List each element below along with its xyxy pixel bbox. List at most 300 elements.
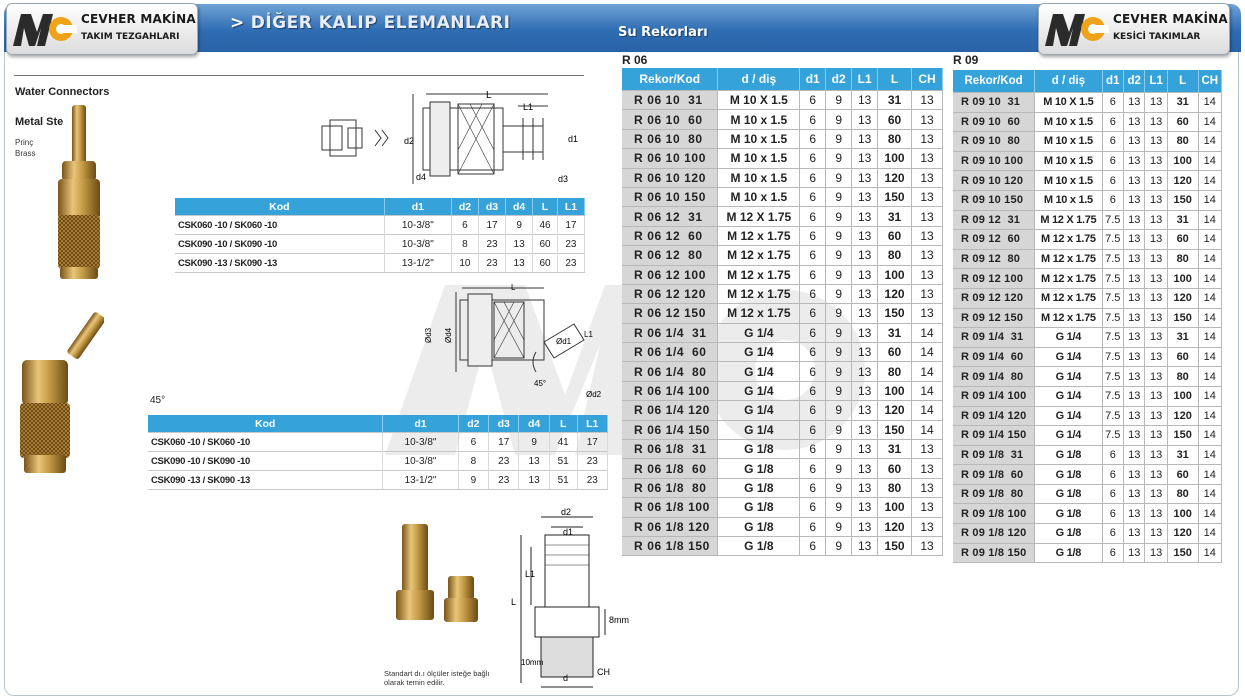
table-cell: 120	[1167, 406, 1198, 426]
section-title: > DİĞER KALIP ELEMANLARI	[230, 13, 511, 33]
table-cell: 13-1/2"	[384, 254, 451, 273]
table-cell: 9	[826, 459, 852, 478]
table-cell: 80	[1167, 484, 1198, 504]
table-cell: 6	[1102, 484, 1123, 504]
table-cell: 46	[533, 216, 558, 235]
table-cell: 9	[826, 110, 852, 129]
table-cell: CSK090 -10 / SK090 -10	[175, 235, 384, 254]
table-cell: 120	[878, 401, 912, 420]
table-cell: 6	[451, 216, 478, 235]
dim-d: d	[563, 673, 569, 683]
table-cell: R 09 1/4 150	[953, 426, 1035, 446]
r09-label: R 09	[953, 53, 979, 67]
table-row	[953, 328, 1222, 348]
table-cell: 14	[1198, 190, 1222, 210]
table-cell: 13	[1145, 210, 1167, 230]
table-cell: R 09 1/8 80	[953, 484, 1035, 504]
table-cell: 41	[549, 433, 577, 452]
dim-CH: CH	[597, 667, 610, 677]
table-cell: M 10 x 1.5	[718, 129, 800, 148]
table-header-row: Kod d1 d2 d3 d4 L L1	[148, 415, 608, 433]
table-cell: M 10 X 1.5	[1035, 93, 1102, 113]
table-cell: 6	[800, 536, 826, 555]
table-cell: 13	[912, 304, 943, 323]
table-cell: 13	[852, 187, 878, 206]
footnote: Standart dı.ı ölçüler isteğe bağlı olarak temin edilir.	[384, 669, 490, 687]
table-cell: 13	[1145, 347, 1167, 367]
table-cell: 13	[912, 91, 943, 110]
table-cell: 14	[1198, 504, 1222, 524]
table-cell: 13	[1123, 386, 1144, 406]
table-cell: 100	[878, 149, 912, 168]
table-cell: 23	[478, 235, 505, 254]
table-cell: 6	[800, 343, 826, 362]
table-cell: 14	[1198, 367, 1222, 387]
table-cell: 6	[1102, 171, 1123, 191]
table-cell: 13	[852, 246, 878, 265]
table-cell: M 12 X 1.75	[1035, 210, 1102, 230]
table-cell: R 06 12 60	[622, 226, 718, 245]
table-cell: 31	[878, 440, 912, 459]
table-cell: 13	[1145, 386, 1167, 406]
table-row	[622, 323, 943, 342]
table-cell: 14	[1198, 524, 1222, 544]
table-cell: 6	[800, 420, 826, 439]
angled-coupling-photo	[14, 305, 104, 480]
table-row	[953, 308, 1222, 328]
table-cell: 80	[878, 478, 912, 497]
table-cell: G 1/4	[1035, 347, 1102, 367]
table-cell: 14	[912, 420, 943, 439]
table-cell: 9	[826, 420, 852, 439]
table-cell: 10	[451, 254, 478, 273]
dim-L1: L1	[584, 330, 593, 339]
table-cell: 13	[1145, 426, 1167, 446]
table-cell: 6	[1102, 132, 1123, 152]
table-cell: 13	[1123, 151, 1144, 171]
logo-right-sub: KESİCİ TAKIMLAR	[1113, 32, 1201, 42]
table-row	[953, 445, 1222, 465]
table-cell: 9	[826, 168, 852, 187]
table-cell: 13	[1145, 524, 1167, 544]
table-cell: 6	[800, 381, 826, 400]
table-cell: 9	[519, 433, 549, 452]
table-cell: 6	[1102, 190, 1123, 210]
table-cell: M 12 x 1.75	[718, 246, 800, 265]
table-cell: R 06 1/4 80	[622, 362, 718, 381]
table-cell: R 09 10 80	[953, 132, 1035, 152]
table-cell: R 09 1/8 60	[953, 465, 1035, 485]
table-cell: G 1/8	[718, 536, 800, 555]
table-cell: 13	[1123, 93, 1144, 113]
table-cell: 13	[1145, 484, 1167, 504]
table-cell: 60	[1167, 112, 1198, 132]
water-connectors-heading: Water Connectors	[15, 86, 110, 98]
table-cell: 13	[912, 498, 943, 517]
table-cell: 13	[852, 226, 878, 245]
table-cell: 14	[912, 343, 943, 362]
table-cell: 6	[1102, 151, 1123, 171]
chevron-right-icon: >	[230, 13, 245, 33]
table-row	[622, 284, 943, 303]
table-cell: 6	[800, 362, 826, 381]
table-cell: 13	[1145, 543, 1167, 563]
table-cell: M 10 X 1.5	[718, 91, 800, 110]
table-row	[148, 471, 608, 490]
table-row	[953, 132, 1222, 152]
table-row	[622, 149, 943, 168]
table-cell: M 12 x 1.75	[1035, 308, 1102, 328]
table-row	[953, 347, 1222, 367]
table-cell: 17	[577, 433, 607, 452]
table-cell: 14	[1198, 171, 1222, 191]
table-cell: 14	[912, 362, 943, 381]
table-cell: 14	[1198, 269, 1222, 289]
nipple-drawing	[505, 505, 630, 695]
table-cell: 7.5	[1102, 210, 1123, 230]
table-cell: 6	[458, 433, 488, 452]
table-cell: 14	[1198, 328, 1222, 348]
table-cell: 13-1/2"	[383, 471, 458, 490]
table-row	[622, 420, 943, 439]
table-header-row: Kod d1 d2 d3 d4 L L1	[175, 198, 585, 216]
table-cell: 14	[912, 381, 943, 400]
table-cell: 14	[1198, 249, 1222, 269]
table-cell: 7.5	[1102, 406, 1123, 426]
table-cell: 31	[878, 207, 912, 226]
table-cell: 14	[1198, 406, 1222, 426]
table-cell: 9	[826, 401, 852, 420]
table-cell: 13	[852, 478, 878, 497]
table-cell: 13	[1145, 269, 1167, 289]
dim-10mm: 10mm	[521, 658, 544, 667]
table-cell: 7.5	[1102, 269, 1123, 289]
r09-table	[953, 70, 1222, 563]
table-cell: 14	[1198, 151, 1222, 171]
table-cell: 13	[912, 478, 943, 497]
table-cell: 9	[826, 91, 852, 110]
table-cell: 80	[1167, 132, 1198, 152]
table-cell: R 09 12 80	[953, 249, 1035, 269]
table-cell: 6	[800, 265, 826, 284]
table-cell: 7.5	[1102, 426, 1123, 446]
table-row	[953, 484, 1222, 504]
dim-L: L	[486, 90, 492, 101]
table-cell: 60	[878, 226, 912, 245]
table-cell: 23	[557, 235, 584, 254]
table-cell: G 1/4	[1035, 406, 1102, 426]
table-cell: R 06 1/4 120	[622, 401, 718, 420]
table-cell: 6	[800, 498, 826, 517]
table-cell: 13	[852, 207, 878, 226]
r06-table	[622, 68, 943, 556]
table-cell: 13	[1145, 151, 1167, 171]
table-cell: 150	[1167, 308, 1198, 328]
table-cell: 6	[1102, 524, 1123, 544]
table-cell: R 09 1/4 60	[953, 347, 1035, 367]
table-cell: 9	[826, 323, 852, 342]
table-row	[953, 465, 1222, 485]
table-cell: 9	[826, 207, 852, 226]
table-row	[622, 129, 943, 148]
table-cell: 13	[1145, 93, 1167, 113]
table-cell: M 12 x 1.75	[718, 304, 800, 323]
logo-right-name: CEVHER MAKİNA	[1113, 12, 1228, 26]
table-cell: 13	[1123, 328, 1144, 348]
table-cell: 23	[577, 471, 607, 490]
table-row	[953, 112, 1222, 132]
table-cell: 6	[800, 149, 826, 168]
table-cell: R 06 1/4 150	[622, 420, 718, 439]
table-cell: 13	[506, 254, 533, 273]
sub-title: Su Rekorları	[618, 25, 708, 40]
table-cell: 31	[1167, 445, 1198, 465]
table-cell: 6	[1102, 445, 1123, 465]
table-cell: 13	[912, 149, 943, 168]
table-cell: 14	[1198, 465, 1222, 485]
straight-coupling-photo	[50, 103, 110, 283]
table-cell: 14	[912, 401, 943, 420]
table-cell: G 1/8	[1035, 543, 1102, 563]
table-cell: 13	[1123, 484, 1144, 504]
table-cell: M 12 x 1.75	[1035, 269, 1102, 289]
table-cell: 7.5	[1102, 347, 1123, 367]
table-cell: 9	[826, 284, 852, 303]
table-row	[622, 440, 943, 459]
table-cell: 6	[1102, 504, 1123, 524]
table-cell: 14	[1198, 288, 1222, 308]
table-cell: R 06 1/4 31	[622, 323, 718, 342]
table-cell: 10-3/8"	[383, 452, 458, 471]
table-cell: 7.5	[1102, 328, 1123, 348]
table-cell: 6	[800, 440, 826, 459]
table-cell: 13	[912, 536, 943, 555]
dim-d1: d1	[568, 134, 579, 144]
table-cell: 13	[1123, 249, 1144, 269]
table-cell: R 06 10 31	[622, 91, 718, 110]
table-cell: 6	[800, 110, 826, 129]
table-cell: 80	[1167, 249, 1198, 269]
table-row	[953, 151, 1222, 171]
table-row	[622, 110, 943, 129]
table-row	[622, 536, 943, 555]
table-row	[953, 543, 1222, 563]
table-cell: R 06 1/8 150	[622, 536, 718, 555]
table-cell: 17	[557, 216, 584, 235]
table-cell: 13	[1123, 171, 1144, 191]
table-cell: 13	[852, 459, 878, 478]
table-cell: 13	[852, 401, 878, 420]
table-cell: M 10 x 1.5	[718, 149, 800, 168]
table-cell: M 10 x 1.5	[1035, 171, 1102, 191]
table-cell: R 09 12 60	[953, 230, 1035, 250]
table-cell: 13	[912, 168, 943, 187]
table-row	[622, 401, 943, 420]
table-cell: 9	[826, 536, 852, 555]
table-cell: M 10 x 1.5	[718, 168, 800, 187]
table-cell: 13	[912, 265, 943, 284]
straight-coupling-drawing	[318, 88, 588, 198]
table-cell: 13	[1145, 190, 1167, 210]
table-cell: 13	[1123, 445, 1144, 465]
table-cell: 8	[451, 235, 478, 254]
logo-right[interactable]	[1038, 3, 1230, 55]
table-cell: M 12 x 1.75	[718, 284, 800, 303]
table-cell: CSK090 -10 / SK090 -10	[148, 452, 383, 471]
table-cell: 9	[826, 343, 852, 362]
table-cell: 13	[1123, 367, 1144, 387]
table-cell: 6	[1102, 112, 1123, 132]
table-cell: 6	[800, 226, 826, 245]
dim-d4: Ød4	[444, 327, 453, 343]
table-cell: G 1/4	[1035, 367, 1102, 387]
table-cell: 80	[878, 246, 912, 265]
table-row	[622, 187, 943, 206]
table-cell: G 1/8	[718, 459, 800, 478]
table-cell: 7.5	[1102, 230, 1123, 250]
table-row	[622, 265, 943, 284]
table-cell: R 06 10 80	[622, 129, 718, 148]
table-cell: 7.5	[1102, 288, 1123, 308]
table-cell: R 09 10 31	[953, 93, 1035, 113]
table-cell: 14	[1198, 112, 1222, 132]
table-cell: 13	[1123, 347, 1144, 367]
dim-d2: d2	[561, 507, 572, 517]
table-cell: 9	[506, 216, 533, 235]
table-cell: R 09 12 31	[953, 210, 1035, 230]
table-cell: 31	[878, 91, 912, 110]
table-cell: 6	[800, 207, 826, 226]
table-cell: 9	[826, 265, 852, 284]
table-cell: 7.5	[1102, 386, 1123, 406]
table-cell: 150	[1167, 543, 1198, 563]
table-cell: 6	[800, 459, 826, 478]
table-cell: M 12 x 1.75	[718, 226, 800, 245]
table-cell: R 06 1/4 60	[622, 343, 718, 362]
table-cell: 150	[878, 536, 912, 555]
table-cell: 13	[1123, 406, 1144, 426]
table-header-row: Rekor/Kod d / diş d1 d2 L1 L CH	[953, 70, 1222, 93]
table-row	[622, 517, 943, 536]
table-cell: 23	[557, 254, 584, 273]
table-cell: 8	[458, 452, 488, 471]
table-cell: 13	[1123, 190, 1144, 210]
table-cell: 13	[1123, 230, 1144, 250]
table-cell: M 12 x 1.75	[1035, 288, 1102, 308]
logo-left[interactable]	[6, 3, 198, 55]
table-cell: 9	[826, 381, 852, 400]
table-row	[953, 504, 1222, 524]
table-cell: 51	[549, 452, 577, 471]
table-cell: 14	[1198, 210, 1222, 230]
dim-d2: d2	[404, 136, 415, 146]
table-cell: R 06 12 150	[622, 304, 718, 323]
table-cell: 13	[852, 284, 878, 303]
table-row	[622, 381, 943, 400]
table-cell: 13	[852, 420, 878, 439]
table-cell: 13	[852, 362, 878, 381]
table-cell: 14	[912, 323, 943, 342]
table-cell: 6	[800, 129, 826, 148]
table-cell: R 06 10 100	[622, 149, 718, 168]
table-cell: R 06 10 60	[622, 110, 718, 129]
table-cell: 13	[852, 517, 878, 536]
table-cell: 150	[878, 187, 912, 206]
table-cell: 60	[878, 459, 912, 478]
table-cell: 60	[1167, 465, 1198, 485]
table-row	[953, 426, 1222, 446]
table-cell: G 1/4	[718, 381, 800, 400]
table-cell: 13	[1145, 406, 1167, 426]
table-cell: 13	[519, 471, 549, 490]
table-cell: M 10 x 1.5	[1035, 132, 1102, 152]
table-cell: 23	[489, 471, 519, 490]
table-cell: 17	[489, 433, 519, 452]
table-cell: G 1/8	[1035, 484, 1102, 504]
table-cell: R 06 1/8 31	[622, 440, 718, 459]
table-cell: 9	[826, 246, 852, 265]
table-cell: R 09 1/4 120	[953, 406, 1035, 426]
table-cell: 9	[826, 478, 852, 497]
dim-d3: Ød3	[424, 327, 433, 343]
table-cell: G 1/4	[1035, 328, 1102, 348]
table-cell: 13	[852, 343, 878, 362]
table-row	[175, 254, 585, 273]
table-cell: 9	[826, 149, 852, 168]
table-cell: G 1/8	[718, 478, 800, 497]
table-cell: 100	[878, 498, 912, 517]
table-cell: CSK060 -10 / SK060 -10	[148, 433, 383, 452]
table-cell: 9	[458, 471, 488, 490]
table-cell: 13	[506, 235, 533, 254]
table-cell: 100	[878, 381, 912, 400]
table-cell: 13	[1123, 426, 1144, 446]
table-cell: 150	[1167, 426, 1198, 446]
table-row	[622, 362, 943, 381]
material-detail: Prinç Brass	[15, 138, 36, 158]
table-cell: 23	[478, 254, 505, 273]
table-cell: 14	[1198, 230, 1222, 250]
table-cell: 100	[1167, 151, 1198, 171]
table-cell: 6	[800, 304, 826, 323]
table-cell: R 06 1/8 120	[622, 517, 718, 536]
table-cell: 150	[878, 304, 912, 323]
table-cell: 13	[912, 207, 943, 226]
table-cell: 13	[1145, 171, 1167, 191]
table-cell: 7.5	[1102, 308, 1123, 328]
table-cell: M 10 x 1.5	[1035, 112, 1102, 132]
table-cell: 13	[1123, 465, 1144, 485]
table-cell: 100	[878, 265, 912, 284]
table-row	[622, 168, 943, 187]
table-cell: 13	[852, 168, 878, 187]
table-cell: G 1/8	[1035, 504, 1102, 524]
table-cell: 13	[1123, 210, 1144, 230]
dim-L: L	[511, 283, 516, 292]
table-row	[622, 226, 943, 245]
table-cell: M 10 x 1.5	[1035, 151, 1102, 171]
table-cell: G 1/8	[718, 498, 800, 517]
table-cell: 60	[878, 343, 912, 362]
table-cell: 9	[826, 187, 852, 206]
table-cell: 13	[852, 91, 878, 110]
table-cell: CSK060 -10 / SK060 -10	[175, 216, 384, 235]
table-cell: G 1/8	[1035, 465, 1102, 485]
table-row	[622, 246, 943, 265]
table-cell: 7.5	[1102, 367, 1123, 387]
table-cell: 150	[878, 420, 912, 439]
table-cell: 14	[1198, 426, 1222, 446]
